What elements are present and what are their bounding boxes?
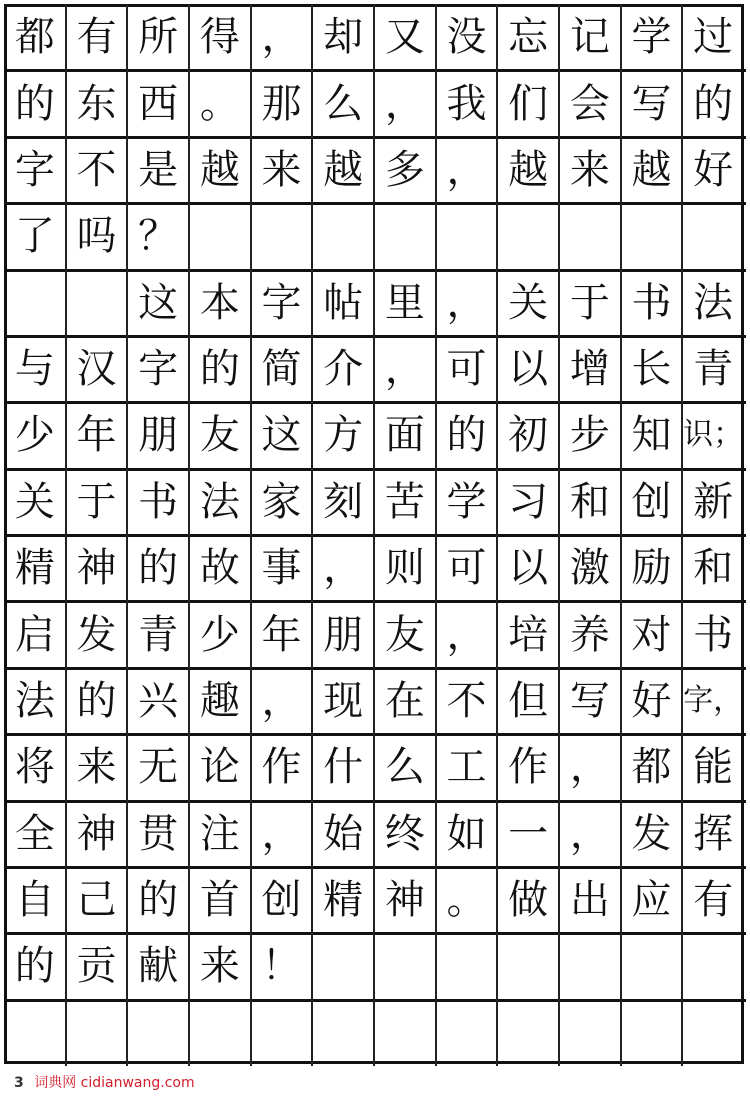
grid-cell: 关 xyxy=(14,478,55,525)
grid-cell: 写 xyxy=(569,677,610,724)
grid-cell: 法 xyxy=(199,478,240,525)
grid-cell: 不 xyxy=(76,146,117,193)
grid-cell: 励 xyxy=(631,545,672,592)
grid-cell: 有 xyxy=(76,14,117,61)
grid-cell: 字 xyxy=(138,346,179,393)
grid-cell: 挥 xyxy=(693,810,734,857)
grid-cell: 论 xyxy=(199,744,240,791)
grid-cell: 以 xyxy=(508,346,549,393)
grid-cell: 和 xyxy=(569,478,610,525)
grid-cell xyxy=(251,203,313,269)
grid-cell: 兴 xyxy=(138,677,179,724)
grid-cell: 神 xyxy=(384,877,425,924)
grid-cell xyxy=(621,933,683,999)
grid-cell: 创 xyxy=(631,478,672,525)
grid-cell: 贡 xyxy=(76,943,117,990)
grid-cell: 献 xyxy=(138,943,179,990)
grid-cell: 在 xyxy=(384,677,425,724)
grid-cell: 却 xyxy=(323,14,364,61)
grid-cell: 好 xyxy=(693,146,734,193)
grid-cell: 趣 xyxy=(199,677,240,724)
grid-cell: 苦 xyxy=(384,478,425,525)
grid-cell: 来 xyxy=(261,146,302,193)
grid-cell xyxy=(127,1000,189,1066)
grid-cell: 越 xyxy=(199,146,240,193)
grid-cell: 么 xyxy=(323,80,364,127)
grid-cell: 没 xyxy=(446,14,487,61)
grid-cell: 那 xyxy=(261,80,302,127)
grid-cell: 作 xyxy=(261,744,302,791)
grid-cell: 什 xyxy=(323,744,364,791)
grid-cell: ， xyxy=(261,677,302,724)
grid-cell: ？ xyxy=(138,213,179,260)
grid-cell: 都 xyxy=(14,14,55,61)
grid-cell xyxy=(66,270,128,336)
grid-cell: 年 xyxy=(261,611,302,658)
grid-cell: 越 xyxy=(631,146,672,193)
grid-cell: 己 xyxy=(76,877,117,924)
grid-cell: 我 xyxy=(446,80,487,127)
grid-cell: 朋 xyxy=(138,412,179,459)
grid-cell xyxy=(621,203,683,269)
grid-cell xyxy=(497,203,559,269)
grid-cell: 本 xyxy=(199,279,240,326)
grid-cell: 启 xyxy=(14,611,55,658)
grid-cell xyxy=(189,203,251,269)
grid-cell: 这 xyxy=(138,279,179,326)
grid-cell xyxy=(436,933,498,999)
grid-cell: 的 xyxy=(199,346,240,393)
grid-cell: 于 xyxy=(569,279,610,326)
grid-cell: 养 xyxy=(569,611,610,658)
grid-cell: 书 xyxy=(631,279,672,326)
grid-cell: 又 xyxy=(384,14,425,61)
grid-cell: 。 xyxy=(199,80,240,127)
grid-cell: ， xyxy=(384,346,425,393)
grid-cell: 忘 xyxy=(508,14,549,61)
grid-cell: 吗 xyxy=(76,213,117,260)
grid-cell: 所 xyxy=(138,14,179,61)
grid-cell: 学 xyxy=(446,478,487,525)
grid-cell: ， xyxy=(446,279,487,326)
grid-cell: ， xyxy=(569,744,610,791)
grid-cell: 方 xyxy=(323,412,364,459)
grid-cell: 的 xyxy=(14,80,55,127)
grid-cell: 字， xyxy=(683,682,744,718)
grid-cell: 精 xyxy=(323,877,364,924)
grid-cell: 新 xyxy=(693,478,734,525)
grid-cell xyxy=(436,1000,498,1066)
grid-cell: ， xyxy=(446,611,487,658)
grid-cell: 做 xyxy=(508,877,549,924)
grid-cell: 不 xyxy=(446,677,487,724)
grid-cell xyxy=(682,1000,744,1066)
grid-cell: 了 xyxy=(14,213,55,260)
grid-cell: 的 xyxy=(14,943,55,990)
grid-cell: 一 xyxy=(508,810,549,857)
grid-cell xyxy=(497,933,559,999)
grid-cell xyxy=(189,1000,251,1066)
grid-cell: 以 xyxy=(508,545,549,592)
grid-cell: 。 xyxy=(446,877,487,924)
grid-cell: 面 xyxy=(384,412,425,459)
grid-cell: 关 xyxy=(508,279,549,326)
grid-cell: 激 xyxy=(569,545,610,592)
grid-cell xyxy=(374,203,436,269)
grid-cell: 工 xyxy=(446,744,487,791)
grid-cell: 东 xyxy=(76,80,117,127)
grid-cell: 青 xyxy=(138,611,179,658)
grid-cell: 西 xyxy=(138,80,179,127)
grid-cell: 贯 xyxy=(138,810,179,857)
grid-cell: 则 xyxy=(384,545,425,592)
grid-cell: 的 xyxy=(693,80,734,127)
grid-cell: 们 xyxy=(508,80,549,127)
grid-cell: 现 xyxy=(323,677,364,724)
grid-cell: 年 xyxy=(76,412,117,459)
grid-cell: 可 xyxy=(446,545,487,592)
grid-cell: 和 xyxy=(693,545,734,592)
grid-cell: 习 xyxy=(508,478,549,525)
grid-cell: 始 xyxy=(323,810,364,857)
grid-cell: 字 xyxy=(261,279,302,326)
grid-cell: 的 xyxy=(76,677,117,724)
grid-cell: 全 xyxy=(14,810,55,857)
grid-cell: 与 xyxy=(14,346,55,393)
grid-cell: 好 xyxy=(631,677,672,724)
grid-cell: 的 xyxy=(138,877,179,924)
grid-cell: 都 xyxy=(631,744,672,791)
grid-cell: ， xyxy=(446,146,487,193)
grid-cell: 介 xyxy=(323,346,364,393)
grid-cell: ， xyxy=(323,545,364,592)
grid-cell: 这 xyxy=(261,412,302,459)
grid-cell: 刻 xyxy=(323,478,364,525)
grid-cell: ， xyxy=(569,810,610,857)
grid-cell: 初 xyxy=(508,412,549,459)
grid-cell xyxy=(497,1000,559,1066)
grid-cell: 出 xyxy=(569,877,610,924)
grid-cell: 应 xyxy=(631,877,672,924)
grid-cell: 对 xyxy=(631,611,672,658)
grid-cell: 来 xyxy=(76,744,117,791)
grid-cell: 汉 xyxy=(76,346,117,393)
grid-cell: 友 xyxy=(199,412,240,459)
grid-cell: 作 xyxy=(508,744,549,791)
grid-cell: 神 xyxy=(76,810,117,857)
grid-cell: 记 xyxy=(569,14,610,61)
grid-cell: 神 xyxy=(76,545,117,592)
grid-cell: 字 xyxy=(14,146,55,193)
grid-cell: 友 xyxy=(384,611,425,658)
grid-cell: 但 xyxy=(508,677,549,724)
page-number: 3 xyxy=(14,1075,24,1091)
grid-cell: 知 xyxy=(631,412,672,459)
grid-cell: 学 xyxy=(631,14,672,61)
grid-cell: 少 xyxy=(199,611,240,658)
grid-cell: 将 xyxy=(14,744,55,791)
grid-cell: ！ xyxy=(261,943,302,990)
grid-cell: ， xyxy=(261,14,302,61)
grid-cell: ， xyxy=(384,80,425,127)
grid-cell: 识； xyxy=(683,417,744,453)
grid-cell xyxy=(374,933,436,999)
grid-cell: 家 xyxy=(261,478,302,525)
grid-cell: 有 xyxy=(693,877,734,924)
grid-cell: 么 xyxy=(384,744,425,791)
grid-cell: 里 xyxy=(384,279,425,326)
grid-cell xyxy=(312,933,374,999)
grid-cell: 得 xyxy=(199,14,240,61)
grid-cell: 会 xyxy=(569,80,610,127)
grid-cell: 培 xyxy=(508,611,549,658)
grid-cell: 来 xyxy=(199,943,240,990)
grid-cell: 增 xyxy=(569,346,610,393)
grid-cell: 的 xyxy=(446,412,487,459)
grid-cell xyxy=(436,203,498,269)
grid-cell: 步 xyxy=(569,412,610,459)
grid-cell xyxy=(4,1000,66,1066)
grid-cell: 终 xyxy=(384,810,425,857)
grid-cell xyxy=(559,1000,621,1066)
grid-cell: 写 xyxy=(631,80,672,127)
grid-cell: 长 xyxy=(631,346,672,393)
grid-cell: 首 xyxy=(199,877,240,924)
grid-cell xyxy=(312,1000,374,1066)
page-footer xyxy=(14,1072,195,1092)
grid-cell: 发 xyxy=(76,611,117,658)
grid-cell: 法 xyxy=(693,279,734,326)
grid-cell xyxy=(559,933,621,999)
grid-cell: 多 xyxy=(384,146,425,193)
grid-cell: 少 xyxy=(14,412,55,459)
grid-cell: 青 xyxy=(693,346,734,393)
grid-cell: 越 xyxy=(323,146,364,193)
grid-cell xyxy=(621,1000,683,1066)
grid-cell: 事 xyxy=(261,545,302,592)
grid-cell: 自 xyxy=(14,877,55,924)
grid-cell: 过 xyxy=(693,14,734,61)
grid-cell: 是 xyxy=(138,146,179,193)
grid-cell xyxy=(4,270,66,336)
grid-cell xyxy=(559,203,621,269)
grid-cell: 朋 xyxy=(323,611,364,658)
grid-cell xyxy=(682,933,744,999)
grid-cell: 创 xyxy=(261,877,302,924)
grid-cell xyxy=(251,1000,313,1066)
grid-cell xyxy=(682,203,744,269)
grid-cell: 简 xyxy=(261,346,302,393)
grid-cell: 来 xyxy=(569,146,610,193)
grid-cell: 故 xyxy=(199,545,240,592)
grid-cell: 书 xyxy=(138,478,179,525)
grid-cell xyxy=(374,1000,436,1066)
watermark-link[interactable]: 词典网 cidianwang.com xyxy=(34,1075,195,1091)
grid-cell: 的 xyxy=(138,545,179,592)
grid-cell: 帖 xyxy=(323,279,364,326)
grid-cell: 注 xyxy=(199,810,240,857)
grid-cell: 如 xyxy=(446,810,487,857)
grid-cell: 越 xyxy=(508,146,549,193)
grid-cell xyxy=(312,203,374,269)
grid-cell: 书 xyxy=(693,611,734,658)
grid-cell: 能 xyxy=(693,744,734,791)
grid-cell: 可 xyxy=(446,346,487,393)
grid-cell: 于 xyxy=(76,478,117,525)
grid-cell: 精 xyxy=(14,545,55,592)
grid-cell: ， xyxy=(261,810,302,857)
grid-cell: 法 xyxy=(14,677,55,724)
grid-cell: 无 xyxy=(138,744,179,791)
grid-cell xyxy=(66,1000,128,1066)
grid-cell: 发 xyxy=(631,810,672,857)
